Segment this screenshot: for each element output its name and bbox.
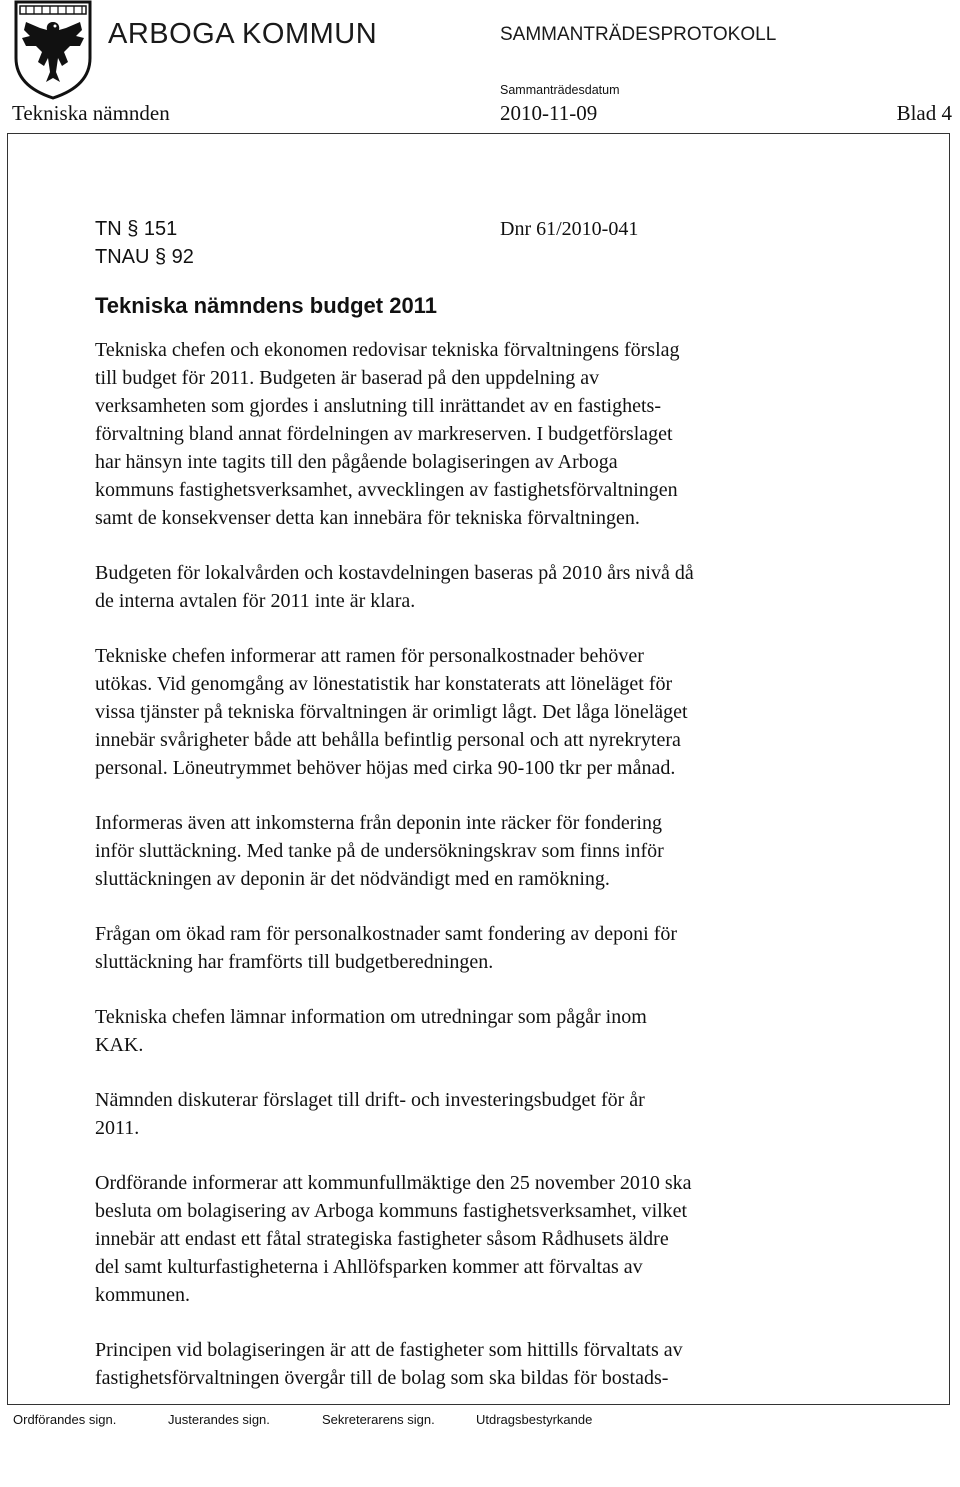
case-references bbox=[95, 215, 194, 271]
paragraph-line: del samt kulturfastigheterna i Ahllöfsparken kommer att förvaltas av bbox=[95, 1256, 643, 1278]
diary-number: Dnr 61/2010-041 bbox=[500, 218, 639, 240]
paragraph-line: verksamheten som gjordes i anslutning till inrättandet av en fastighets- bbox=[95, 395, 661, 417]
protocol-body bbox=[95, 336, 855, 1419]
paragraph-line: KAK. bbox=[95, 1034, 144, 1056]
adjuster-signature-label: Justerandes sign. bbox=[168, 1412, 270, 1427]
paragraph-line: kommunen. bbox=[95, 1284, 190, 1306]
paragraph-line: innebär svårigheter både att behålla befintlig personal och att nyrekrytera bbox=[95, 729, 681, 751]
paragraph-line: Informeras även att inkomsterna från deponin inte räcker för fondering bbox=[95, 812, 662, 834]
page-number: Blad 4 bbox=[896, 101, 952, 125]
paragraph-line: inför sluttäckning. Med tanke på de undersökningskrav som finns inför bbox=[95, 840, 664, 862]
paragraph bbox=[95, 1336, 855, 1392]
tn-reference: TN § 151 bbox=[95, 218, 178, 240]
paragraph-line: Nämnden diskuterar förslaget till drift- och investeringsbudget för år bbox=[95, 1089, 645, 1111]
paragraph-line: utökas. Vid genomgång av lönestatistik har konstaterats att löneläget för bbox=[95, 673, 673, 695]
paragraph-line: besluta om bolagisering av Arboga kommuns fastighetsverksamhet, vilket bbox=[95, 1200, 688, 1222]
paragraph bbox=[95, 920, 855, 976]
paragraph-line: Frågan om ökad ram för personalkostnader samt fondering av deponi för bbox=[95, 923, 678, 945]
paragraph-line: Tekniska chefen och ekonomen redovisar tekniska förvaltningens förslag bbox=[95, 339, 680, 361]
paragraph-line: kommuns fastighetsverksamhet, avvecklingen av fastighetsförvaltningen bbox=[95, 479, 678, 501]
case-title: Tekniska nämndens budget 2011 bbox=[95, 293, 437, 318]
paragraph bbox=[95, 1003, 855, 1059]
paragraph-line: de interna avtalen för 2011 inte är klara. bbox=[95, 590, 416, 612]
paragraph bbox=[95, 559, 855, 615]
paragraph-line: har hänsyn inte tagits till den pågående bolagiseringen av Arboga bbox=[95, 451, 618, 473]
paragraph bbox=[95, 336, 855, 532]
paragraph bbox=[95, 642, 855, 782]
paragraph-line: sluttäckning har framförts till budgetberedningen. bbox=[95, 951, 494, 973]
paragraph-line: förvaltning bland annat fördelningen av markreserven. I budgetförslaget bbox=[95, 423, 673, 445]
paragraph bbox=[95, 1086, 855, 1142]
paragraph-line: Budgeten för lokalvården och kostavdelningen baseras på 2010 års nivå då bbox=[95, 562, 694, 584]
paragraph-line: fastighetsförvaltningen övergår till de bolag som ska bildas för bostads- bbox=[95, 1367, 669, 1389]
paragraph bbox=[95, 1169, 855, 1309]
paragraph-line: till budget för 2011. Budgeten är baserad på den uppdelning av bbox=[95, 367, 600, 389]
extract-certification-label: Utdragsbestyrkande bbox=[476, 1412, 593, 1427]
paragraph bbox=[95, 809, 855, 893]
meeting-date: 2010-11-09 bbox=[500, 101, 598, 125]
paragraph-line: 2011. bbox=[95, 1117, 140, 1139]
paragraph-line: vissa tjänster på tekniska förvaltningen är orimligt lågt. Det låga löneläget bbox=[95, 701, 688, 723]
paragraph-line: Principen vid bolagiseringen är att de fastigheter som hittills förvaltats av bbox=[95, 1339, 683, 1361]
paragraph-line: Ordförande informerar att kommunfullmäktige den 25 november 2010 ska bbox=[95, 1172, 692, 1194]
paragraph-line: Tekniske chefen informerar att ramen för personalkostnader behöver bbox=[95, 645, 644, 667]
secretary-signature-label: Sekreterarens sign. bbox=[322, 1412, 435, 1427]
paragraph-line: Tekniska chefen lämnar information om utredningar som pågår inom bbox=[95, 1006, 647, 1028]
paragraph-line: innebär att endast ett fåtal strategiska fastigheter såsom Rådhusets äldre bbox=[95, 1228, 669, 1250]
tnau-reference: TNAU § 92 bbox=[95, 246, 194, 268]
organization-name: ARBOGA KOMMUN bbox=[108, 18, 378, 50]
paragraph-line: samt de konsekvenser detta kan innebära för tekniska förvaltningen. bbox=[95, 507, 640, 529]
arboga-coat-of-arms-icon bbox=[12, 0, 94, 100]
paragraph-line: personal. Löneutrymmet behöver höjas med cirka 90-100 tkr per månad. bbox=[95, 757, 676, 779]
chair-signature-label: Ordförandes sign. bbox=[13, 1412, 117, 1427]
document-type: SAMMANTRÄDESPROTOKOLL bbox=[500, 24, 777, 45]
committee-name: Tekniska nämnden bbox=[12, 101, 170, 125]
meeting-date-label: Sammanträdesdatum bbox=[500, 83, 620, 97]
paragraph-line: sluttäckningen av deponin är det nödvändigt med en ramökning. bbox=[95, 868, 610, 890]
